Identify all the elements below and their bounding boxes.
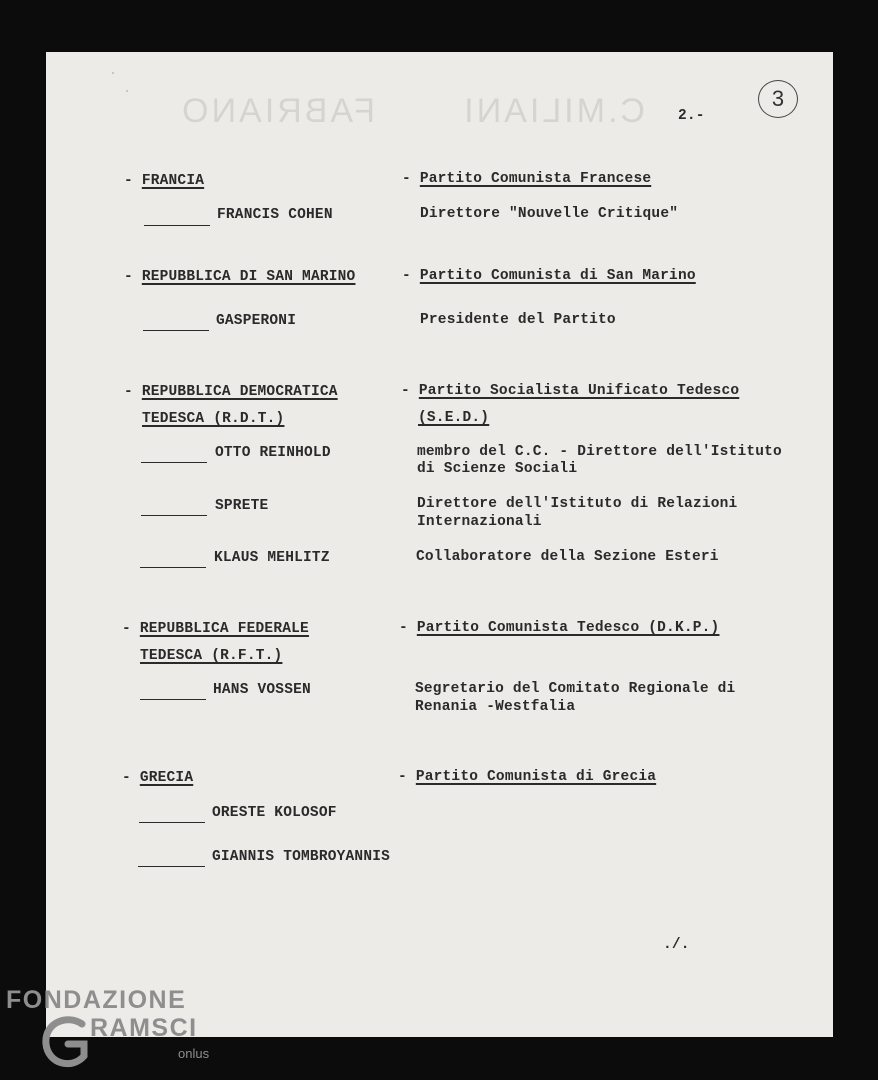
name-dash [141,462,207,463]
country-heading: - REPUBBLICA DI SAN MARINO [124,269,356,285]
person-role-continued: Renania -Westfalia [415,699,576,715]
person-role: Direttore "Nouvelle Critique" [420,206,679,222]
person-role-continued: Internazionali [417,514,542,530]
country-heading: - GRECIA [122,770,194,786]
party-heading: - Partito Comunista Tedesco (D.K.P.) [399,620,720,636]
person-name: HANS VOSSEN [213,682,311,698]
person-name: FRANCIS COHEN [217,207,333,223]
fondazione-gramsci-logo [6,986,218,1076]
person-name: GIANNIS TOMBROYANNIS [212,849,391,865]
logo-text-line1: FONDAZIONE [6,986,187,1014]
party-heading: - Partito Comunista di Grecia [398,769,657,785]
country-heading-continued: TEDESCA (R.F.T.) [140,648,283,664]
name-dash [140,699,206,700]
continuation-mark: ./. [663,937,690,953]
g-swirl-icon [38,1010,98,1072]
person-name: SPRETE [215,498,269,514]
paper-watermark-ghost: C.MILIANI FABRIANO [179,92,645,130]
document-page [46,52,833,1037]
name-dash [140,567,206,568]
person-name: ORESTE KOLOSOF [212,805,337,821]
party-heading: - Partito Socialista Unificato Tedesco [401,383,740,399]
person-name: GASPERONI [216,313,297,329]
party-heading-continued: (S.E.D.) [418,410,490,426]
name-dash [141,515,207,516]
person-role: Presidente del Partito [420,312,616,328]
person-role: membro del C.C. - Direttore dell'Istituto [417,444,782,460]
name-dash [139,822,205,823]
party-heading: - Partito Comunista Francese [402,171,652,187]
name-dash [143,330,209,331]
name-dash [138,866,205,867]
speck [126,90,128,92]
speck [112,72,114,74]
name-dash [144,225,210,226]
logo-text-line3: onlus [178,1046,210,1061]
person-role: Collaboratore della Sezione Esteri [416,549,719,565]
page-number: 2.- [678,108,705,124]
country-heading: - REPUBBLICA DEMOCRATICA [124,384,338,400]
country-heading: - FRANCIA [124,173,205,189]
person-role-continued: di Scienze Sociali [417,461,578,477]
person-role: Segretario del Comitato Regionale di [415,681,736,697]
country-heading: - REPUBBLICA FEDERALE [122,621,309,637]
person-name: KLAUS MEHLITZ [214,550,330,566]
person-name: OTTO REINHOLD [215,445,331,461]
person-role: Direttore dell'Istituto di Relazioni [417,496,738,512]
country-heading-continued: TEDESCA (R.D.T.) [142,411,285,427]
logo-text-line2: RAMSCI [90,1014,198,1042]
party-heading: - Partito Comunista di San Marino [402,268,696,284]
handwritten-page-number: 3 [758,80,798,118]
